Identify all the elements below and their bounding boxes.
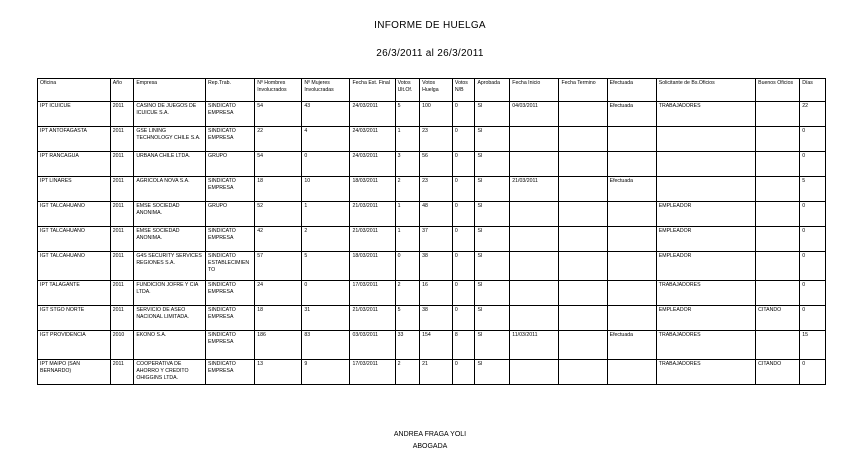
table-cell: IPT LINARES: [38, 177, 111, 202]
table-cell: 24/03/2011: [350, 102, 395, 127]
table-cell: 2011: [110, 281, 134, 306]
table-cell: 21/03/2011: [350, 306, 395, 331]
table-cell: [510, 306, 559, 331]
table-cell: TRABAJADORES: [656, 331, 755, 360]
table-cell: SINDICATO ESTABLECIMIENTO: [206, 252, 255, 281]
table-cell: SINDICATO EMPRESA: [206, 177, 255, 202]
table-cell: 17/03/2011: [350, 360, 395, 385]
table-cell: SINDICATO EMPRESA: [206, 360, 255, 385]
table-cell: 0: [452, 177, 475, 202]
table-cell: 33: [395, 331, 420, 360]
table-cell: [559, 331, 607, 360]
table-cell: 2011: [110, 227, 134, 252]
table-cell: 0: [800, 152, 826, 177]
table-row: [38, 152, 826, 177]
table-cell: 1: [395, 227, 420, 252]
table-cell: [559, 227, 607, 252]
table-cell: 1: [395, 202, 420, 227]
table-cell: 2011: [110, 360, 134, 385]
table-cell: SI: [475, 102, 510, 127]
table-cell: Efectuada: [607, 102, 656, 127]
table-cell: 1: [395, 127, 420, 152]
table-cell: SI: [475, 360, 510, 385]
table-cell: 17/03/2011: [350, 281, 395, 306]
table-cell: 2010: [110, 331, 134, 360]
table-cell: SI: [475, 127, 510, 152]
table-cell: IGT TALCAHUANO: [38, 252, 111, 281]
table-cell: [656, 177, 755, 202]
table-cell: 04/03/2011: [510, 102, 559, 127]
table-row: [38, 102, 826, 127]
table-cell: [559, 102, 607, 127]
table-cell: [510, 281, 559, 306]
table-cell: G4S SECURITY SERVICES REGIONES S.A.: [134, 252, 206, 281]
table-cell: 0: [452, 227, 475, 252]
table-cell: GRUPO: [206, 152, 255, 177]
table-cell: 57: [255, 252, 302, 281]
table-cell: 21: [420, 360, 453, 385]
table-cell: SI: [475, 252, 510, 281]
table-cell: 0: [800, 202, 826, 227]
table-cell: 0: [452, 360, 475, 385]
table-cell: [607, 152, 656, 177]
table-cell: [756, 202, 800, 227]
table-cell: 5: [800, 177, 826, 202]
column-header: Rep.Trab.: [206, 79, 255, 102]
table-cell: 37: [420, 227, 453, 252]
table-cell: TRABAJADORES: [656, 102, 755, 127]
table-cell: 0: [800, 306, 826, 331]
column-header: Nº Mujeres Involucradas: [302, 79, 350, 102]
column-header: Solicitante de Bs.Oficios: [656, 79, 755, 102]
table-row: [38, 127, 826, 152]
table-cell: FUNDICION JOFRE Y CIA LTDA.: [134, 281, 206, 306]
table-cell: [559, 127, 607, 152]
table-cell: 2011: [110, 102, 134, 127]
table-cell: CITANDO: [756, 306, 800, 331]
table-cell: 2: [395, 360, 420, 385]
table-cell: 10: [302, 177, 350, 202]
table-cell: IGT TALCAHUANO: [38, 202, 111, 227]
table-cell: 0: [452, 202, 475, 227]
table-cell: 22: [255, 127, 302, 152]
table-cell: IPT ICUICUE: [38, 102, 111, 127]
table-cell: 0: [395, 252, 420, 281]
table-cell: AGRICOLA NOVA S.A.: [134, 177, 206, 202]
table-cell: [559, 252, 607, 281]
table-cell: SERVICIO DE ASEO NACIONAL LIMITADA.: [134, 306, 206, 331]
table-cell: IPT RANCAGUA: [38, 152, 111, 177]
report-date-range: 26/3/2011 al 26/3/2011: [376, 48, 484, 59]
table-cell: 21/03/2011: [350, 227, 395, 252]
table-row: [38, 360, 826, 385]
table-cell: 22: [800, 102, 826, 127]
table-cell: IGT STGO NORTE: [38, 306, 111, 331]
table-cell: 38: [420, 252, 453, 281]
table-cell: CITANDO: [756, 360, 800, 385]
table-cell: [510, 127, 559, 152]
table-cell: 100: [420, 102, 453, 127]
table-cell: EMPLEADOR: [656, 306, 755, 331]
column-header: Nº Hombres Involucrados: [255, 79, 302, 102]
table-cell: 18/03/2011: [350, 252, 395, 281]
table-cell: [607, 202, 656, 227]
table-cell: 24/03/2011: [350, 152, 395, 177]
table-cell: SINDICATO EMPRESA: [206, 306, 255, 331]
table-cell: 54: [255, 152, 302, 177]
table-cell: EMSE SOCIEDAD ANONIMA.: [134, 227, 206, 252]
table-cell: [656, 127, 755, 152]
report-title: INFORME DE HUELGA: [374, 20, 486, 31]
table-cell: 0: [302, 281, 350, 306]
table-cell: [756, 152, 800, 177]
signatory-role: ABOGADA: [412, 443, 448, 450]
table-cell: SINDICATO EMPRESA: [206, 281, 255, 306]
table-cell: 0: [452, 252, 475, 281]
table-cell: 2011: [110, 177, 134, 202]
table-cell: 0: [452, 306, 475, 331]
table-cell: 18: [255, 177, 302, 202]
table-cell: 52: [255, 202, 302, 227]
table-cell: [510, 202, 559, 227]
table-cell: [559, 177, 607, 202]
table-cell: SI: [475, 227, 510, 252]
table-cell: SINDICATO EMPRESA: [206, 331, 255, 360]
table-cell: 2011: [110, 152, 134, 177]
table-cell: 2: [302, 227, 350, 252]
table-cell: [559, 306, 607, 331]
table-cell: IPT TALAGANTE: [38, 281, 111, 306]
table-cell: Efectuada: [607, 331, 656, 360]
table-cell: [607, 127, 656, 152]
table-cell: 154: [420, 331, 453, 360]
table-cell: 186: [255, 331, 302, 360]
column-header: Votos Ult.Of.: [395, 79, 420, 102]
table-cell: 56: [420, 152, 453, 177]
table-cell: SI: [475, 152, 510, 177]
table-cell: [559, 152, 607, 177]
table-cell: [756, 281, 800, 306]
table-cell: EKONO S.A.: [134, 331, 206, 360]
table-cell: 16: [420, 281, 453, 306]
table-cell: [510, 152, 559, 177]
table-cell: 2011: [110, 252, 134, 281]
table-row: [38, 202, 826, 227]
table-cell: 3: [395, 152, 420, 177]
table-cell: 2011: [110, 127, 134, 152]
table-cell: SI: [475, 306, 510, 331]
table-cell: 0: [800, 227, 826, 252]
table-cell: 18: [255, 306, 302, 331]
table-cell: 0: [800, 360, 826, 385]
table-cell: SI: [475, 281, 510, 306]
table-cell: IGT PROVIDENCIA: [38, 331, 111, 360]
table-cell: [607, 252, 656, 281]
column-header: Votos N/B: [452, 79, 475, 102]
table-cell: 4: [302, 127, 350, 152]
table-cell: 0: [800, 281, 826, 306]
table-cell: 43: [302, 102, 350, 127]
table-cell: SI: [475, 177, 510, 202]
table-cell: 8: [452, 331, 475, 360]
table-row: [38, 252, 826, 281]
table-header-row: [38, 79, 826, 102]
table-cell: [756, 252, 800, 281]
table-cell: [607, 227, 656, 252]
table-cell: EMPLEADOR: [656, 202, 755, 227]
table-cell: 5: [395, 102, 420, 127]
table-cell: 31: [302, 306, 350, 331]
table-cell: [656, 152, 755, 177]
table-cell: IGT TALCAHUANO: [38, 227, 111, 252]
table-cell: SI: [475, 202, 510, 227]
table-cell: URBANA CHILE LTDA.: [134, 152, 206, 177]
table-cell: [607, 306, 656, 331]
column-header: Días: [800, 79, 826, 102]
table-cell: TRABAJADORES: [656, 281, 755, 306]
table-cell: COOPERATIVA DE AHORRO Y CREDITO OHIGGINS LTDA.: [134, 360, 206, 385]
table-row: [38, 331, 826, 360]
table-cell: 0: [452, 127, 475, 152]
table-cell: SINDICATO EMPRESA: [206, 127, 255, 152]
column-header: Fecha Est. Final: [350, 79, 395, 102]
table-cell: [607, 360, 656, 385]
table-cell: SINDICATO EMPRESA: [206, 102, 255, 127]
table-cell: 2: [395, 177, 420, 202]
column-header: Buenos Oficios: [756, 79, 800, 102]
table-cell: 0: [800, 127, 826, 152]
table-cell: 03/03/2011: [350, 331, 395, 360]
table-row: [38, 306, 826, 331]
table-cell: [559, 360, 607, 385]
table-cell: 1: [302, 202, 350, 227]
table-cell: 48: [420, 202, 453, 227]
table-cell: IPT MAIPO (SAN BERNARDO): [38, 360, 111, 385]
table-cell: 2011: [110, 202, 134, 227]
table-cell: 18/03/2011: [350, 177, 395, 202]
table-cell: 42: [255, 227, 302, 252]
table-cell: GRUPO: [206, 202, 255, 227]
table-cell: [756, 227, 800, 252]
table-cell: 21/03/2011: [350, 202, 395, 227]
table-cell: [559, 281, 607, 306]
table-cell: 21/03/2011: [510, 177, 559, 202]
table-cell: [510, 360, 559, 385]
strike-report-table: [37, 78, 826, 385]
table-cell: 23: [420, 127, 453, 152]
table-cell: 0: [452, 102, 475, 127]
table-cell: EMPLEADOR: [656, 227, 755, 252]
column-header: Fecha Inicio: [510, 79, 559, 102]
column-header: Año: [110, 79, 134, 102]
table-cell: [510, 227, 559, 252]
column-header: Efectuada: [607, 79, 656, 102]
table-cell: [756, 177, 800, 202]
table-cell: [756, 331, 800, 360]
table-cell: 83: [302, 331, 350, 360]
column-header: Fecha Termino: [559, 79, 607, 102]
table-cell: 2: [395, 281, 420, 306]
table-cell: 15: [800, 331, 826, 360]
table-cell: [756, 127, 800, 152]
table-cell: GSE LINING TECHNOLOGY CHILE S.A.: [134, 127, 206, 152]
table-row: [38, 281, 826, 306]
table-cell: SINDICATO EMPRESA: [206, 227, 255, 252]
column-header: Votos Huelga: [420, 79, 453, 102]
table-cell: 0: [800, 252, 826, 281]
table-row: [38, 177, 826, 202]
table-cell: 24/03/2011: [350, 127, 395, 152]
table-body: [38, 102, 826, 385]
table-cell: [510, 252, 559, 281]
table-cell: IPT ANTOFAGASTA: [38, 127, 111, 152]
table-cell: EMSE SOCIEDAD ANONIMA.: [134, 202, 206, 227]
table-cell: 24: [255, 281, 302, 306]
table-cell: [607, 281, 656, 306]
table-cell: 13: [255, 360, 302, 385]
table-cell: EMPLEADOR: [656, 252, 755, 281]
table-cell: 5: [302, 252, 350, 281]
table-cell: 54: [255, 102, 302, 127]
table-cell: Efectuada: [607, 177, 656, 202]
table-cell: TRABAJADORES: [656, 360, 755, 385]
column-header: Aprobada: [475, 79, 510, 102]
table-cell: 5: [395, 306, 420, 331]
table-row: [38, 227, 826, 252]
table-cell: [559, 202, 607, 227]
table-cell: 23: [420, 177, 453, 202]
signatory-name: ANDREA FRAGA YOLI: [393, 431, 467, 438]
column-header: Oficina: [38, 79, 111, 102]
table-cell: SI: [475, 331, 510, 360]
table-cell: [756, 102, 800, 127]
table-cell: 0: [452, 152, 475, 177]
table-cell: CASINO DE JUEGOS DE ICUICUE S.A.: [134, 102, 206, 127]
table-cell: 2011: [110, 306, 134, 331]
table-cell: 0: [452, 281, 475, 306]
column-header: Empresa: [134, 79, 206, 102]
table-cell: 9: [302, 360, 350, 385]
table-cell: 11/03/2011: [510, 331, 559, 360]
table-cell: 38: [420, 306, 453, 331]
table-cell: 0: [302, 152, 350, 177]
